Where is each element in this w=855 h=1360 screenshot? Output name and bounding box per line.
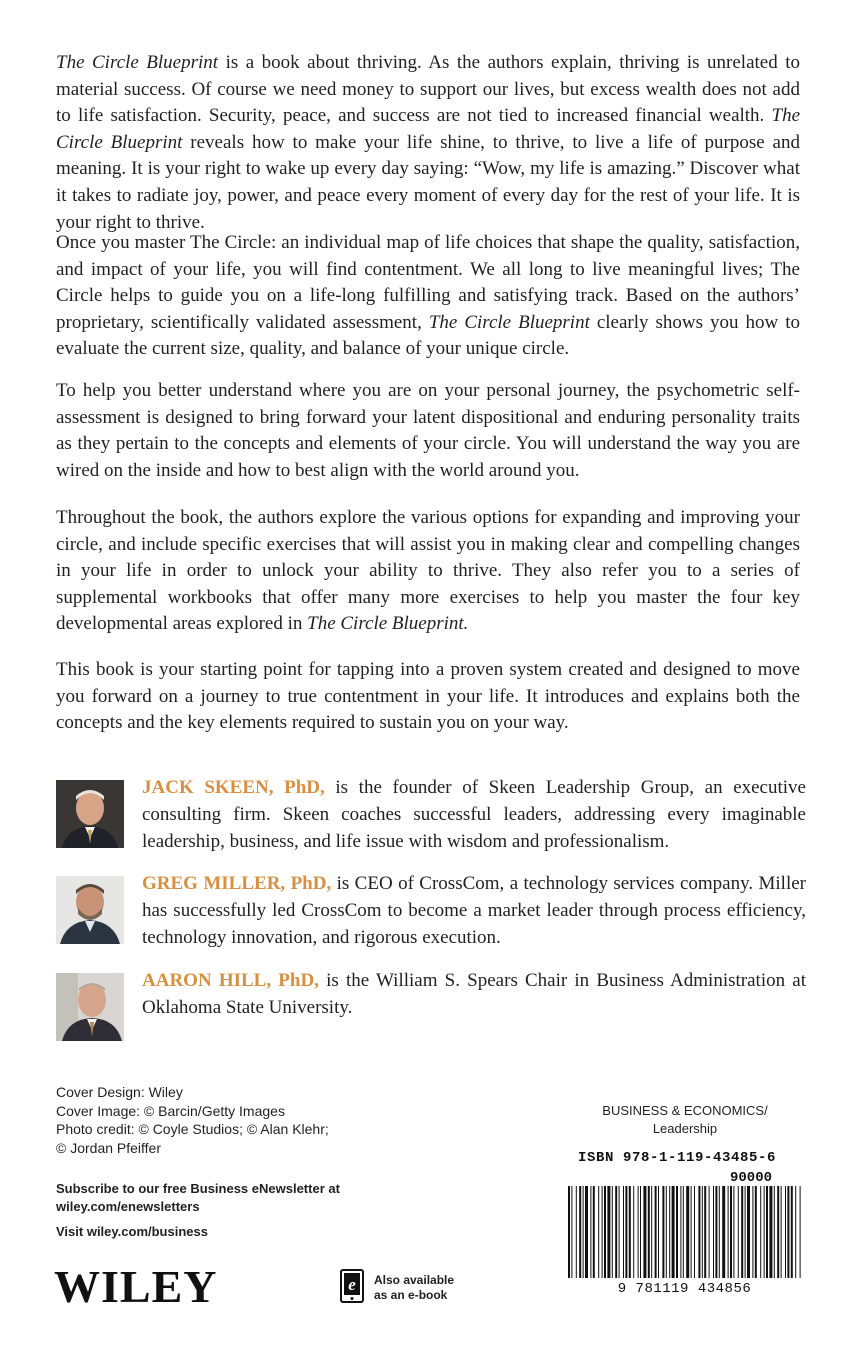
barcode-bar [785,1186,786,1278]
barcode-bar [669,1186,670,1278]
barcode-bar [781,1186,782,1278]
barcode-bar [719,1186,720,1278]
barcode-bar [777,1186,779,1278]
barcode-bar [733,1186,734,1278]
description-paragraph-1: The Circle Blueprint is a book about thriving. As the authors explain, thriving is unrelated to material success. Of course we need money to support our lives, but excess wealth does not add to life satisfaction. Security, peace, and success are not tied to increased financial wealth. The Circle Blueprint reveals how to make your life shine, to thrive, to live a life of purpose and meaning. It is your right to wake up every day saying: “Wow, my life is amazing.” Discover what it takes to radiate joy, power, and peace every moment of every day for the rest of your life. It is your right to thrive. [56,52,800,233]
category-label: BUSINESS & ECONOMICS/ Leadership [602,1103,768,1136]
visit-link[interactable]: Visit wiley.com/business [56,1224,208,1239]
barcode-bar [615,1186,617,1278]
author-photo [56,876,124,944]
barcode-bar [760,1186,761,1278]
barcode-bar [593,1186,595,1278]
barcode-bar [800,1186,801,1278]
cover-design-credit: Cover Design: Wiley [56,1084,183,1100]
ebook-icon [340,1269,364,1303]
barcode-bar [728,1186,729,1278]
barcode-bar [590,1186,591,1278]
barcode-bar [583,1186,584,1278]
barcode-bar [791,1186,793,1278]
barcode-bar [666,1186,667,1278]
book-title-italic: The Circle Blueprint. [307,613,469,635]
description-paragraph-2: Once you master The Circle: an individual map of life choices that shape the quality, satisfaction, and impact of your life, you will find contentment. We all long to live meaningful lives; The Circle helps to guide you on a life-long fulfilling and satisfying track. Based on the authors’ proprietary, scientifically validated assessment, The Circle Blueprint clearly shows you how to evaluate the current size, quality, and balance of your unique circle. [56,232,800,360]
author-name: AARON HILL, PhD, [142,970,319,991]
barcode [566,1186,803,1282]
barcode-bar [680,1186,681,1278]
barcode-bar [672,1186,675,1278]
barcode-bar [625,1186,627,1278]
book-title-italic: The Circle Blueprint [56,52,219,73]
barcode-bar [713,1186,714,1278]
wiley-logo: WILEY [54,1261,218,1312]
barcode-bar [629,1186,631,1278]
barcode-bar [702,1186,703,1278]
barcode-bar [694,1186,695,1278]
author-photo [56,973,124,1041]
price-code: 90000 [730,1170,773,1186]
barcode-bar [686,1186,689,1278]
description-paragraph-4: Throughout the book, the authors explore the various options for expanding and improving your circle, and include specific exercises that will assist you in making clear and compelling changes in your life in order to unlock your ability to thrive. They also refer you to a series of supplemental workbooks that offer many more exercises to help you master the four key developmental areas explored in The Circle Blueprint. [56,507,800,635]
barcode-bar [722,1186,725,1278]
barcode-bar [752,1186,753,1278]
barcode-bar [741,1186,743,1278]
book-title-italic: The Circle Blueprint [56,105,800,153]
barcode-bar [747,1186,750,1278]
barcode-bar [683,1186,684,1278]
barcode-bar [602,1186,603,1278]
barcode-bar [612,1186,613,1278]
barcode-bar [633,1186,634,1278]
photo-credit: Photo credit: © Coyle Studios; © Alan Klehr; [56,1121,329,1137]
barcode-bar [662,1186,664,1278]
barcode-bar [795,1186,796,1278]
cover-credits [56,1083,329,1157]
barcode-bar [676,1186,678,1278]
barcode-bar [655,1186,657,1278]
svg-text:e: e [348,1275,356,1294]
barcode-bar [787,1186,789,1278]
newsletter-note: Subscribe to our free Business eNewsletter at wiley.com/enewsletters [56,1181,340,1214]
barcode-bar [691,1186,692,1278]
barcode-bar [568,1186,570,1278]
barcode-bar [709,1186,710,1278]
barcode-bar [774,1186,775,1278]
barcode-bar [576,1186,577,1278]
barcode-bar [585,1186,588,1278]
barcode-bar [604,1186,606,1278]
book-title-italic: The Circle Blueprint [428,311,590,333]
isbn-text: ISBN 978-1-119-43485-6 [578,1150,777,1166]
barcode-bar [651,1186,652,1278]
description-paragraph-3: To help you better understand where you are on your personal journey, the psychometric self-assessment is designed to bring forward your latent dispositional and enduring personality traits as they pertain to the concepts and elements of your circle. You will understand the way you are wired on the inside and how to best align with the world around you. [56,380,800,481]
barcode-bar [704,1186,706,1278]
barcode-bar [643,1186,646,1278]
barcode-bar [715,1186,717,1278]
barcode-bar [579,1186,581,1278]
description-paragraph-5: This book is your starting point for tapping into a proven system created and designed to move you forward on a journey to true contentment in your life. It introduces and explains both the concepts and the key elements required to sustain you on your way. [56,659,800,734]
barcode-bar [769,1186,772,1278]
barcode-bar [738,1186,739,1278]
cover-image-credit: Cover Image: © Barcin/Getty Images [56,1102,285,1119]
barcode-bar [764,1186,765,1278]
barcode-bar [571,1186,572,1278]
author-name: JACK SKEEN, PhD, [142,777,325,798]
barcode-bar [623,1186,624,1278]
barcode-bar [648,1186,650,1278]
barcode-bar [745,1186,746,1278]
newsletter-link[interactable]: wiley.com/enewsletters [56,1199,200,1214]
barcode-bar [619,1186,620,1278]
barcode-bar [766,1186,768,1278]
ebook-availability: Also available as an e-book [374,1273,455,1302]
barcode-bar [755,1186,757,1278]
barcode-bar [730,1186,732,1278]
author-name: GREG MILLER, PhD, [142,873,332,894]
barcode-bar [638,1186,639,1278]
barcode-bar [607,1186,610,1278]
author-photo [56,780,124,848]
barcode-bar [698,1186,700,1278]
photo-credit-continued: © Jordan Pfeiffer [56,1139,161,1156]
barcode-bar [640,1186,641,1278]
barcode-digits: 9 781119 434856 [617,1281,752,1297]
barcode-bar [598,1186,599,1278]
barcode-bar [658,1186,659,1278]
